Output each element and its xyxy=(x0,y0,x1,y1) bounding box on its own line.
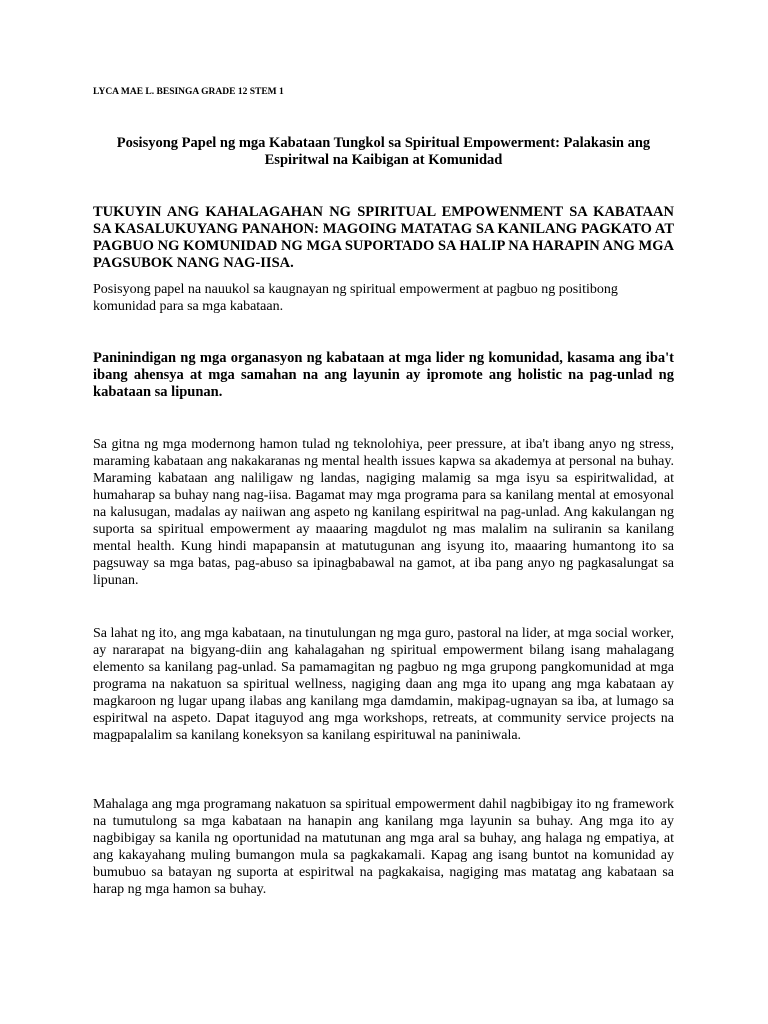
body-paragraph: Mahalaga ang mga programang nakatuon sa spiritual empowerment dahil nagbibigay ito ng framework na tumutulong sa mga kabataan na hanapin ang kanilang mga layunin sa buhay. Ang mga ito ay nagbibigay sa kanila ng oportunidad na matutunan ang mga aral sa buhay, ang halaga ng empatiya, at ang kakayahang muling bumangon mula sa pagkakamali. Kapag ang isang buntot na komunidad ay bumubuo sa batayan ng suporta at espiritwal na pagkakaisa, nagiging mas matatag ang kabataan sa harap ng mga hamon sa buhay. xyxy=(93,797,674,897)
stance-statement: Paninindigan ng mga organasyon ng kabataan at mga lider ng komunidad, kasama ang iba't ibang ahensya at mga samahan na ang layunin ay ipromote ang holistic na pag-unlad ng kabataan sa lipunan. xyxy=(93,350,674,400)
author-line: LYCA MAE L. BESINGA GRADE 12 STEM 1 xyxy=(93,87,284,97)
intro-paragraph: Posisyong papel na nauukol sa kaugnayan ng spiritual empowerment at pagbuo ng positibong komunidad para sa mga kabataan. xyxy=(93,282,618,314)
body-paragraph: Sa lahat ng ito, ang mga kabataan, na tinutulungan ng mga guro, pastoral na lider, at mga social worker, ay nararapat na bigyang-diin ang kahalagahan ng spiritual empowerment bilang isang mahalagang elemento sa kanilang pag-unlad. Sa pamamagitan ng pagbuo ng mga grupong pangkomunidad at mga programa na nakatuon sa spiritual wellness, nagiging daan ang mga ito upang ang mga kabataan ay magkaroon ng lugar upang ilabas ang kanilang mga damdamin, makipag-ugnayan sa iba, at lumago sa espiritwal na aspeto. Dapat itaguyod ang mga workshops, retreats, at community service projects na magpapalalim sa kanilang koneksyon sa kanilang espirituwal na paniniwala. xyxy=(93,626,674,743)
document-title: Posisyong Papel ng mga Kabataan Tungkol sa Spiritual Empowerment: Palakasin ang Espiritwal na Kaibigan at Komunidad xyxy=(116,135,651,168)
section-heading: TUKUYIN ANG KAHALAGAHAN NG SPIRITUAL EMPOWENMENT SA KABATAAN SA KASALUKUYANG PANAHON: MAGOING MATATAG SA KANILANG PAGKATO AT PAGBUO NG KOMUNIDAD NG MGA SUPORTADO SA HALIP NA HARAPIN ANG MGA PAGSUBOK NANG NAG-IISA. xyxy=(93,204,674,271)
body-paragraph: Sa gitna ng mga modernong hamon tulad ng teknolohiya, peer pressure, at iba't ibang anyo ng stress, maraming kabataan ang nakakaranas ng mental health issues kapwa sa akademya at personal na buhay. Maraming kabataan ang naliligaw ng landas, nagiging malamig sa mga isyu sa espiritwalidad, at humaharap sa buhay nang nag-iisa. Bagamat may mga programa para sa kanilang mental at emosyonal na kalusugan, madalas ay naiiwan ang aspeto ng kanilang espiritwal na pag-unlad. Ang kakulangan ng suporta sa spiritual empowerment ay maaaring magdulot ng mas malalim na suliranin sa kanilang mental health. Kung hindi mapapansin at matutugunan ang isyung ito, maaaring humantong ito sa pagsuway sa mga batas, pag-abuso sa ipinagbabawal na gamot, at iba pang anyo ng pagkasalungat sa lipunan. xyxy=(93,437,674,588)
